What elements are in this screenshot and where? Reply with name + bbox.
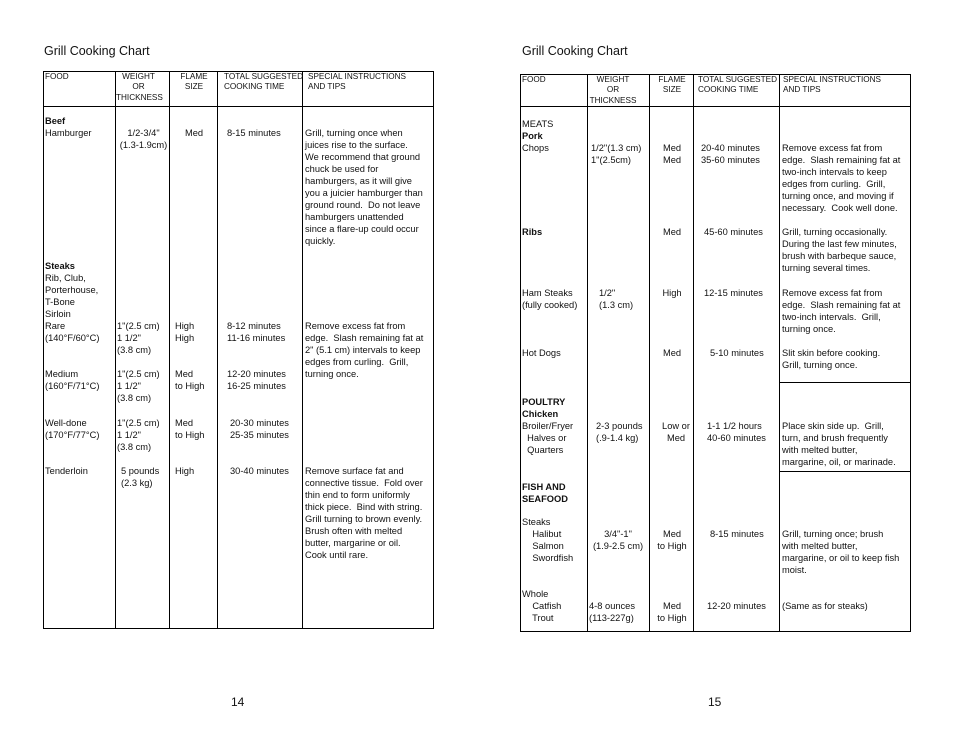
flame-whole-fish: Med to High (657, 601, 687, 623)
time-hamburger: 8-15 minutes (227, 128, 281, 138)
weight-tenderloin: 5 pounds (2.3 kg) (121, 466, 160, 488)
flame-hot-dogs: Med (662, 348, 682, 358)
weight-ham-steaks: 1/2" (1.3 cm) (599, 288, 634, 310)
weight-fish-steaks: 3/4"-1" (1.9-2.5 cm) (592, 529, 644, 551)
header-time: TOTAL SUGGESTED COOKING TIME (224, 72, 304, 92)
header-flame: FLAME SIZE (180, 72, 208, 92)
food-broiler-fryer: Broiler/Fryer Halves or Quarters (522, 421, 574, 455)
section-heading-steaks: Steaks (45, 261, 75, 271)
header-food-right: FOOD (522, 75, 546, 84)
food-rare: Rare (140°F/60°C) (45, 321, 100, 343)
time-fish-steaks: 8-15 minutes (710, 529, 764, 539)
section-heading-poultry: POULTRY (522, 397, 566, 407)
time-tenderloin: 30-40 minutes (230, 466, 289, 476)
header-instructions-right: SPECIAL INSTRUCTIONS AND TIPS (783, 75, 881, 95)
header-flame-right: FLAME SIZE (658, 75, 686, 95)
flame-rare: High High (175, 321, 195, 343)
flame-ribs: Med (662, 227, 682, 237)
food-chops: Chops (522, 143, 549, 153)
flame-broiler-fryer: Low or Med (662, 421, 690, 443)
food-tenderloin: Tenderloin (45, 466, 88, 476)
instructions-hamburger: Grill, turning once when juices rise to the surface. We recommend that ground chuck be used for hamburgers, as it will give you a juicier hamburger than ground round. Do not leave hamburgers unattended since a flare-up could occur quickly. (305, 128, 423, 246)
header-weight-right: WEIGHT OR THICKNESS (589, 75, 637, 105)
section-heading-fish: FISH AND SEAFOOD (522, 482, 568, 504)
subheading-pork: Pork (522, 131, 543, 141)
food-fish-steaks: Steaks Halibut Salmon Swordfish (522, 517, 574, 563)
flame-tenderloin: High (175, 466, 195, 476)
flame-welldone: Med to High (175, 418, 205, 440)
instructions-chops: Remove excess fat from edge. Slash remaining fat at two-inch intervals to keep edges from curling. Grill, turning once, and moving if necessary. Cook well done. (782, 143, 901, 213)
header-food: FOOD (45, 72, 69, 81)
weight-chops: 1/2"(1.3 cm) 1"(2.5cm) (591, 143, 642, 165)
food-ribs: Ribs (522, 227, 543, 237)
flame-hamburger: Med (184, 128, 204, 138)
flame-medium: Med to High (175, 369, 205, 391)
left-page-title: Grill Cooking Chart (44, 44, 150, 58)
page-number-left: 14 (231, 695, 245, 709)
time-ribs: 45-60 minutes (704, 227, 763, 237)
flame-ham-steaks: High (662, 288, 682, 298)
instructions-whole-fish: (Same as for steaks) (782, 601, 868, 611)
weight-hamburger: 1/2-3/4" (1.3-1.9cm) (119, 128, 168, 150)
header-time-right: TOTAL SUGGESTED COOKING TIME (698, 75, 778, 95)
time-chops: 20-40 minutes 35-60 minutes (701, 143, 760, 165)
header-instructions: SPECIAL INSTRUCTIONS AND TIPS (308, 72, 406, 92)
time-ham-steaks: 12-15 minutes (704, 288, 763, 298)
instructions-hot-dogs: Slit skin before cooking. Grill, turning once. (782, 348, 881, 370)
section-heading-beef: Beef (45, 116, 66, 126)
instructions-tenderloin: Remove surface fat and connective tissue. Fold over thin end to form uniformly thick piece. Bind with string. Grill turning to brown evenly. Brush often with melted butter, margarine or oil. Cook until rare. (305, 466, 423, 560)
subheading-chicken: Chicken (522, 409, 559, 419)
flame-fish-steaks: Med to High (657, 529, 687, 551)
food-hamburger: Hamburger (45, 128, 92, 138)
page-number-right: 15 (708, 695, 722, 709)
instructions-broiler-fryer: Place skin side up. Grill, turn, and brush frequently with melted butter, margarine, oil, or marinade. (782, 421, 896, 467)
time-whole-fish: 12-20 minutes (707, 601, 766, 611)
time-medium: 12-20 minutes 16-25 minutes (227, 369, 286, 391)
instructions-steaks: Remove excess fat from edge. Slash remaining fat at 2" (5.1 cm) intervals to keep edges from curling. Grill, turning once. (305, 321, 424, 379)
flame-chops: Med Med (662, 143, 682, 165)
weight-broiler-fryer: 2-3 pounds (.9-1.4 kg) (596, 421, 643, 443)
weight-rare: 1"(2.5 cm) 1 1/2" (3.8 cm) (117, 321, 160, 355)
instructions-fish-steaks: Grill, turning once; brush with melted butter, margarine, or oil to keep fish moist. (782, 529, 900, 575)
weight-welldone: 1"(2.5 cm) 1 1/2" (3.8 cm) (117, 418, 160, 452)
time-broiler-fryer: 1-1 1/2 hours 40-60 minutes (707, 421, 766, 443)
right-page-title: Grill Cooking Chart (522, 44, 628, 58)
section-heading-meats: MEATS (522, 119, 554, 129)
header-weight: WEIGHT OR THICKNESS (116, 72, 163, 102)
food-whole-fish: Whole Catfish Trout (522, 589, 562, 623)
time-welldone: 20-30 minutes 25-35 minutes (230, 418, 289, 440)
steak-cuts: Rib, Club, Porterhouse, T-Bone Sirloin (45, 273, 99, 319)
food-hot-dogs: Hot Dogs (522, 348, 561, 358)
weight-whole-fish: 4-8 ounces (113-227g) (589, 601, 635, 623)
time-rare: 8-12 minutes 11-16 minutes (227, 321, 286, 343)
food-ham-steaks: Ham Steaks (fully cooked) (522, 288, 578, 310)
food-welldone: Well-done (170°F/77°C) (45, 418, 100, 440)
food-medium: Medium (160°F/71°C) (45, 369, 100, 391)
weight-medium: 1"(2.5 cm) 1 1/2" (3.8 cm) (117, 369, 160, 403)
instructions-ribs: Grill, turning occasionally. During the last few minutes, brush with barbeque sauce, turning several times. (782, 227, 897, 273)
instructions-ham-steaks: Remove excess fat from edge. Slash remaining fat at two-inch intervals. Grill, turning once. (782, 288, 901, 334)
time-hot-dogs: 5-10 minutes (710, 348, 764, 358)
